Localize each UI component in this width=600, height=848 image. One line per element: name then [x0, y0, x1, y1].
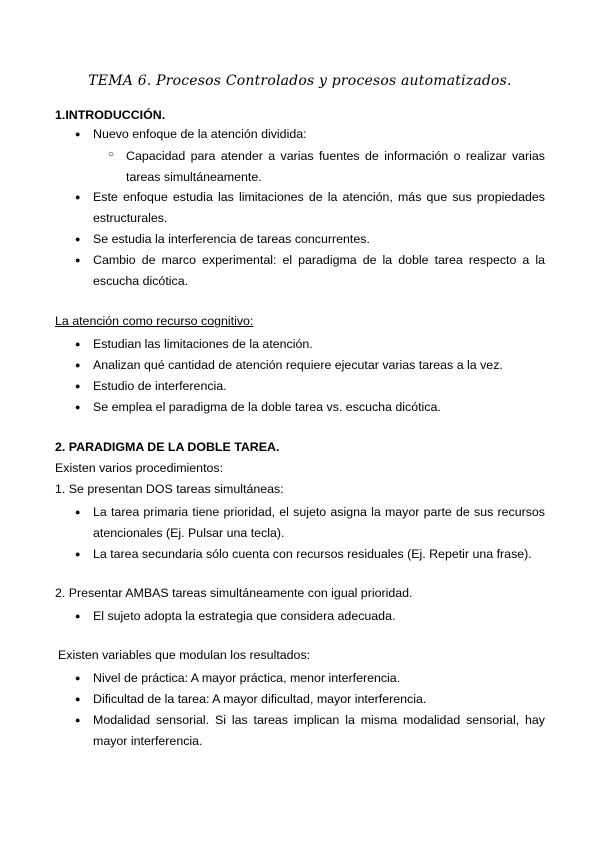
list-item: Se estudia la interferencia de tareas concurrentes. [93, 232, 370, 246]
circle-bullet-icon: ○ [108, 149, 115, 160]
bullet-icon: ● [75, 694, 81, 704]
list-item: La tarea secundaria sólo cuenta con recursos residuales (Ej. Repetir una frase). [93, 547, 532, 561]
bullet-icon: ● [75, 507, 81, 517]
list-item: Analizan qué cantidad de atención requiere ejecutar varias tareas a la vez. [93, 358, 503, 372]
bullet-icon: ● [75, 234, 81, 244]
list-item: Estudio de interferencia. [93, 379, 227, 393]
bullet-icon: ● [75, 611, 81, 621]
list-item: Nivel de práctica: A mayor práctica, menor interferencia. [93, 671, 401, 685]
paragraph: 2. Presentar AMBAS tareas simultáneamente con igual prioridad. [55, 586, 413, 600]
bullet-icon: ● [75, 339, 81, 349]
list-item: La tarea primaria tiene prioridad, el sujeto asigna la mayor parte de sus recursos atencionales (Ej. Pulsar una tecla). [93, 505, 545, 540]
list-item: Cambio de marco experimental: el paradigma de la doble tarea respecto a la escucha dicótica. [93, 253, 545, 288]
paragraph: Existen variables que modulan los resultados: [58, 648, 311, 662]
list-item: Dificultad de la tarea: A mayor dificultad, mayor interferencia. [93, 692, 427, 706]
list-item: Estudian las limitaciones de la atención. [93, 337, 313, 351]
paragraph: 1. Se presentan DOS tareas simultáneas: [55, 482, 284, 496]
paragraph: Existen varios procedimientos: [55, 461, 224, 475]
bullet-icon: ● [75, 255, 81, 265]
subheading-recurso-cognitivo: La atención como recurso cognitivo: [55, 314, 254, 328]
bullet-icon: ● [75, 360, 81, 370]
document-title: TEMA 6. Procesos Controlados y procesos automatizados. [88, 73, 512, 89]
bullet-icon: ● [75, 715, 81, 725]
bullet-icon: ● [75, 192, 81, 202]
list-item: El sujeto adopta la estrategia que considera adecuada. [93, 609, 396, 623]
section-heading-paradigma: 2. PARADIGMA DE LA DOBLE TAREA. [55, 440, 280, 454]
list-item: Modalidad sensorial. Si las tareas implican la misma modalidad sensorial, hay mayor interferencia. [93, 713, 545, 748]
list-item: Este enfoque estudia las limitaciones de la atención, más que sus propiedades estructurales. [93, 190, 545, 225]
bullet-icon: ● [75, 673, 81, 683]
bullet-icon: ● [75, 549, 81, 559]
bullet-icon: ● [75, 129, 81, 139]
list-item: Capacidad para atender a varias fuentes de información o realizar varias tareas simultáneamente. [126, 149, 545, 184]
list-item: Nuevo enfoque de la atención dividida: [93, 127, 307, 141]
bullet-icon: ● [75, 381, 81, 391]
bullet-icon: ● [75, 402, 81, 412]
section-heading-introduccion: 1.INTRODUCCIÓN. [55, 108, 166, 122]
list-item: Se emplea el paradigma de la doble tarea vs. escucha dicótica. [93, 400, 441, 414]
